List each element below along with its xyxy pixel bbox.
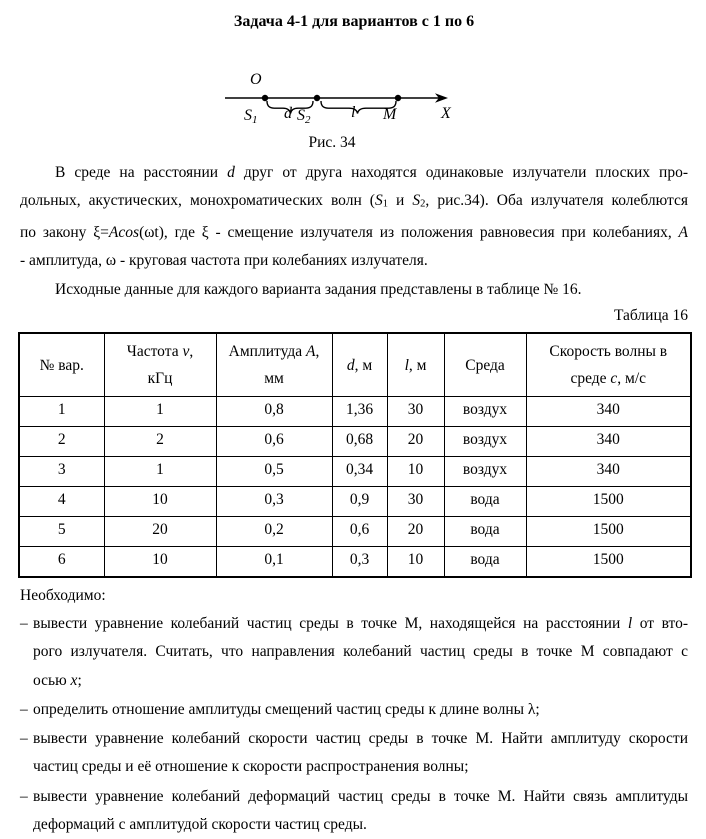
table-cell: 1500: [526, 517, 691, 547]
point-m-dot: [395, 95, 401, 101]
table-cell: 20: [387, 517, 444, 547]
table-cell: вода: [444, 517, 526, 547]
point-m-label: M: [383, 106, 397, 123]
origin-label: O: [250, 71, 262, 88]
text-line: осью x;: [33, 671, 82, 689]
task-list: [20, 610, 688, 839]
header-amplitude: Амплитуда A, мм: [216, 333, 332, 397]
table-cell: 0,6: [216, 427, 332, 457]
tasks-intro: Необходимо:: [20, 587, 106, 605]
text-line: частиц среды и её отношение к скорости распространения волны;: [33, 758, 469, 776]
table-cell: 1500: [526, 487, 691, 517]
distance-l-label: l: [351, 104, 356, 121]
header-wave-speed: Скорость волны в среде c, м/с: [526, 333, 691, 397]
header-l: l, м: [387, 333, 444, 397]
text-line: рого излучателя. Считать, что направления колебаний частиц среды в точке М совпадают с: [33, 643, 688, 661]
table-cell: 340: [526, 427, 691, 457]
text-line: Исходные данные для каждого варианта задания представлены в таблице № 16.: [55, 280, 582, 298]
table-cell: 0,68: [332, 427, 387, 457]
table-cell: 1500: [526, 547, 691, 578]
text-line: определить отношение амплитуды смещений частиц среды к длине волны λ;: [33, 700, 540, 718]
table-row: [19, 547, 691, 578]
table-cell: 0,8: [216, 397, 332, 427]
figure-caption: Рис. 34: [308, 134, 356, 151]
table-cell: 30: [387, 487, 444, 517]
table-cell: 1: [19, 397, 104, 427]
source1-label: S1: [244, 107, 258, 126]
table-cell: 340: [526, 457, 691, 487]
table-cell: 10: [104, 547, 216, 578]
text-line: - амплитуда, ω - круговая частота при колебаниях излучателя.: [20, 252, 428, 270]
source2-label: S2: [297, 107, 311, 126]
table-header-row: [19, 333, 691, 397]
table-row: [19, 457, 691, 487]
header-variant: № вар.: [19, 333, 104, 397]
task-item: [20, 783, 688, 839]
table-cell: 1: [104, 397, 216, 427]
table-cell: 20: [104, 517, 216, 547]
table-row: [19, 397, 691, 427]
table-cell: 0,34: [332, 457, 387, 487]
task-item: [20, 725, 688, 781]
source1-point: [262, 95, 268, 101]
source2-point: [314, 95, 320, 101]
figure-34: [20, 31, 688, 153]
table-cell: 0,6: [332, 517, 387, 547]
header-frequency: Частота ν, кГц: [104, 333, 216, 397]
table-cell: вода: [444, 487, 526, 517]
distance-d-label: d: [284, 105, 292, 122]
table-cell: 10: [387, 547, 444, 578]
table-cell: 0,3: [332, 547, 387, 578]
dash-bullet: –: [20, 700, 28, 718]
table-cell: воздух: [444, 457, 526, 487]
table-cell: 2: [19, 427, 104, 457]
header-medium: Среда: [444, 333, 526, 397]
table-row: [19, 427, 691, 457]
dash-bullet: –: [20, 730, 28, 748]
table-cell: 10: [104, 487, 216, 517]
table-cell: 30: [387, 397, 444, 427]
table-cell: 0,9: [332, 487, 387, 517]
text-line: вывести уравнение колебаний частиц среды в точке М, находящейся на расстоянии l от вто-: [33, 615, 689, 633]
text-line: вывести уравнение колебаний скорости частиц среды в точке М. Найти амплитуду скорости: [33, 730, 688, 748]
table-row: [19, 517, 691, 547]
table-cell: 0,3: [216, 487, 332, 517]
table-cell: 20: [387, 427, 444, 457]
table-cell: вода: [444, 547, 526, 578]
dash-bullet: –: [20, 787, 28, 805]
page-title: Задача 4-1 для вариантов с 1 по 6: [233, 13, 475, 30]
table-cell: воздух: [444, 397, 526, 427]
table-cell: 340: [526, 397, 691, 427]
table-cell: 0,5: [216, 457, 332, 487]
task-item: [20, 696, 688, 724]
table-reference-paragraph: [20, 276, 688, 304]
table-cell: 5: [19, 517, 104, 547]
text-line: деформаций с амплитудой скорости частиц среды.: [33, 815, 367, 833]
table-cell: 0,2: [216, 517, 332, 547]
table-cell: 3: [19, 457, 104, 487]
table-cell: 1: [104, 457, 216, 487]
table-cell: 1,36: [332, 397, 387, 427]
text-line: вывести уравнение колебаний деформаций частиц среды в точке М. Найти связь амплитуды: [33, 787, 688, 805]
text-line: по закону ξ=Acos(ωt), где ξ - смещение излучателя из положения равновесия при колебаниях, A: [20, 224, 689, 242]
table-cell: 0,1: [216, 547, 332, 578]
text-line: дольных, акустических, монохроматических волн (S1 и S2, рис.34). Оба излучателя колеблются: [20, 192, 688, 210]
table-cell: 10: [387, 457, 444, 487]
text-line: В среде на расстоянии d друг от друга находятся одинаковые излучатели плоских про-: [55, 164, 689, 181]
x-axis-label: X: [441, 105, 451, 122]
variants-table: [18, 332, 692, 578]
table-caption: Таблица 16: [613, 307, 688, 325]
table-cell: 6: [19, 547, 104, 578]
table-cell: 2: [104, 427, 216, 457]
header-d: d, м: [332, 333, 387, 397]
table-row: [19, 487, 691, 517]
dash-bullet: –: [20, 615, 28, 633]
task-item: [20, 610, 688, 695]
table-cell: воздух: [444, 427, 526, 457]
intro-paragraph: [20, 159, 688, 276]
table-cell: 4: [19, 487, 104, 517]
